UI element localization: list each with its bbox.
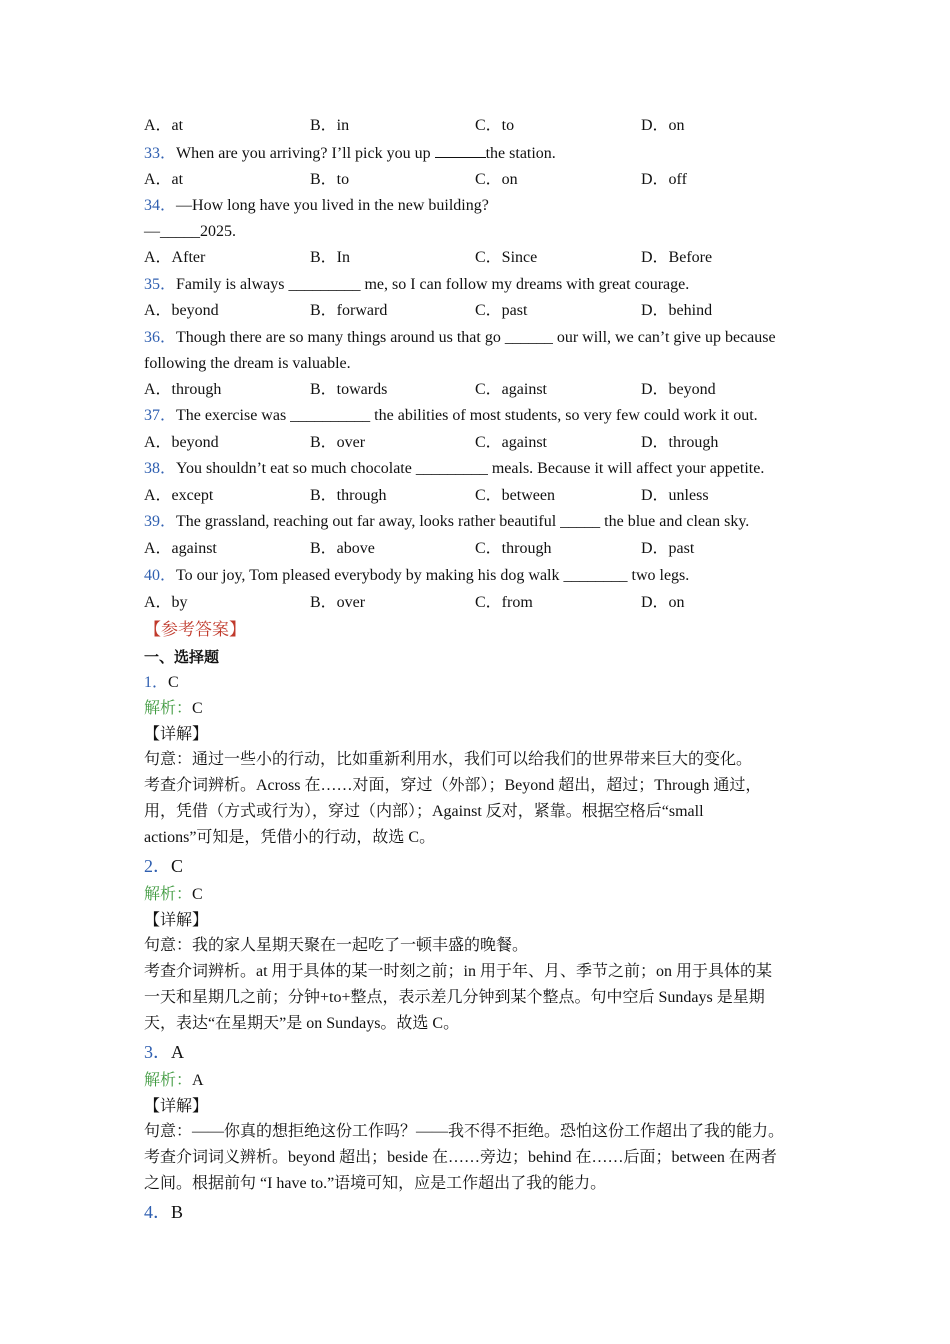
option-b: B．over [310, 594, 366, 611]
option-b: B．forward [310, 302, 388, 319]
answer-letter: C [168, 674, 179, 691]
jiexi-label: 解析： [144, 700, 193, 717]
option-d: D．on [641, 117, 685, 134]
options-row-40 [144, 593, 824, 613]
answer-1 [144, 673, 179, 693]
explanation-line: 考查介词词义辨析。beyond 超出；beside 在……旁边；behind 在……后面；between 在两者 [144, 1149, 777, 1166]
option-d: D．through [641, 434, 719, 451]
option-c: C．to [475, 117, 515, 134]
option-d: D．on [641, 594, 685, 611]
answer-number: 1． [144, 674, 169, 691]
option-c: C．on [475, 171, 518, 188]
explanation-line: actions”可知是，凭借小的行动，故选 C。 [144, 829, 436, 846]
detail-label: 【详解】 [144, 912, 209, 929]
explanation-line: 天，表达“在星期天”是 on Sundays。故选 C。 [144, 1015, 460, 1032]
answer-blank [435, 143, 486, 158]
option-c: C．through [475, 540, 552, 557]
question-text: You shouldn’t eat so much chocolate _________ meals. Because it will affect your appetite. [176, 460, 765, 477]
option-b: B．over [310, 434, 366, 451]
question-number: 40． [144, 567, 177, 584]
option-d: D．beyond [641, 381, 716, 398]
answer-3 [144, 1042, 184, 1062]
question-number: 37． [144, 407, 177, 424]
options-row-38 [144, 486, 824, 506]
question-number: 38． [144, 460, 177, 477]
question-36 [144, 328, 776, 348]
option-a: A．against [144, 540, 217, 557]
option-d: D．behind [641, 302, 713, 319]
jiexi-1 [144, 699, 203, 719]
explanation-line: 句意：通过一些小的行动，比如重新利用水，我们可以给我们的世界带来巨大的变化。 [144, 751, 753, 768]
question-text: To our joy, Tom pleased everybody by making his dog walk ________ two legs. [176, 567, 690, 584]
question-number: 33． [144, 145, 177, 162]
explanation-line: 考查介词辨析。at 用于具体的某一时刻之前；in 用于年、月、季节之前；on 用于具体的某 [144, 963, 772, 980]
question-35 [144, 275, 689, 295]
jiexi-value: C [192, 700, 203, 717]
options-row-36 [144, 380, 824, 400]
answer-letter: A [171, 1042, 184, 1062]
question-text: The exercise was __________ the abilities of most students, so very few could work it out. [176, 407, 758, 424]
explanation-line: 一天和星期几之前；分钟+to+整点，表示差几分钟到某个整点。句中空后 Sundays 是星期 [144, 989, 765, 1006]
option-d: D．unless [641, 487, 709, 504]
question-number: 36． [144, 329, 177, 346]
option-b: B．above [310, 540, 375, 557]
option-b: B．In [310, 249, 351, 266]
question-33 [144, 143, 556, 164]
question-number: 34． [144, 197, 177, 214]
option-d: D．past [641, 540, 695, 557]
option-b: B．to [310, 171, 350, 188]
option-a: A．except [144, 487, 214, 504]
question-number: 35． [144, 276, 177, 293]
option-d: D．off [641, 171, 687, 188]
option-a: A．After [144, 249, 206, 266]
question-38 [144, 459, 764, 479]
answer-letter: B [171, 1202, 184, 1222]
option-a: A．beyond [144, 434, 219, 451]
question-text: Though there are so many things around us that go ______ our will, we can’t give up because [176, 329, 776, 346]
question-text: When are you arriving? I’ll pick you up [176, 145, 435, 162]
jiexi-label: 解析： [144, 886, 193, 903]
explanation-line: 用，凭借（方式或行为），穿过（内部）；Against 反对，紧靠。根据空格后“small [144, 803, 704, 820]
detail-label: 【详解】 [144, 726, 209, 743]
option-c: C．past [475, 302, 528, 319]
options-row-39 [144, 539, 824, 559]
option-a: A．by [144, 594, 188, 611]
jiexi-label: 解析： [144, 1072, 193, 1089]
option-d: D．Before [641, 249, 713, 266]
question-number: 39． [144, 513, 177, 530]
option-c: C．from [475, 594, 533, 611]
options-row-32 [144, 116, 824, 136]
jiexi-value: C [192, 886, 203, 903]
jiexi-3 [144, 1071, 204, 1091]
question-36-line2: following the dream is valuable. [144, 355, 351, 372]
option-a: A．beyond [144, 302, 219, 319]
option-b: B．through [310, 487, 387, 504]
option-a: A．at [144, 117, 184, 134]
options-row-37 [144, 433, 824, 453]
options-row-33 [144, 170, 824, 190]
question-text-after: the station. [485, 145, 556, 162]
explanation-line: 考查介词辨析。Across 在……对面，穿过（外部）；Beyond 超出，超过；Through 通过， [144, 777, 762, 794]
option-c: C．against [475, 434, 547, 451]
option-b: B．towards [310, 381, 388, 398]
answers-heading: 【参考答案】 [144, 620, 246, 639]
option-c: C．against [475, 381, 547, 398]
answer-number: 4． [144, 1202, 171, 1222]
explanation-line: 句意：——你真的想拒绝这份工作吗？——我不得不拒绝。恐怕这份工作超出了我的能力。 [144, 1123, 785, 1140]
detail-label: 【详解】 [144, 1098, 209, 1115]
question-39 [144, 512, 749, 532]
section-heading: 一、选择题 [144, 648, 220, 666]
answer-number: 2． [144, 856, 171, 876]
explanation-line: 句意：我的家人星期天聚在一起吃了一顿丰盛的晚餐。 [144, 937, 529, 954]
question-text: Family is always _________ me, so I can follow my dreams with great courage. [176, 276, 690, 293]
question-34 [144, 196, 489, 216]
question-34-line2: —_____2025. [144, 223, 236, 240]
answer-4 [144, 1202, 183, 1222]
question-37 [144, 406, 758, 426]
option-c: C．between [475, 487, 555, 504]
explanation-line: 之间。根据前句 “I have to.”语境可知，应是工作超出了我的能力。 [144, 1175, 607, 1192]
options-row-34 [144, 248, 824, 268]
answer-number: 3． [144, 1042, 171, 1062]
jiexi-value: A [192, 1072, 204, 1089]
options-row-35 [144, 301, 824, 321]
option-a: A．through [144, 381, 222, 398]
question-text: —How long have you lived in the new building? [176, 197, 489, 214]
answer-letter: C [171, 856, 184, 876]
answer-2 [144, 856, 183, 876]
jiexi-2 [144, 885, 203, 905]
question-40 [144, 566, 689, 586]
question-text: The grassland, reaching out far away, looks rather beautiful _____ the blue and clean sky. [176, 513, 750, 530]
option-b: B．in [310, 117, 350, 134]
option-c: C．Since [475, 249, 538, 266]
option-a: A．at [144, 171, 184, 188]
